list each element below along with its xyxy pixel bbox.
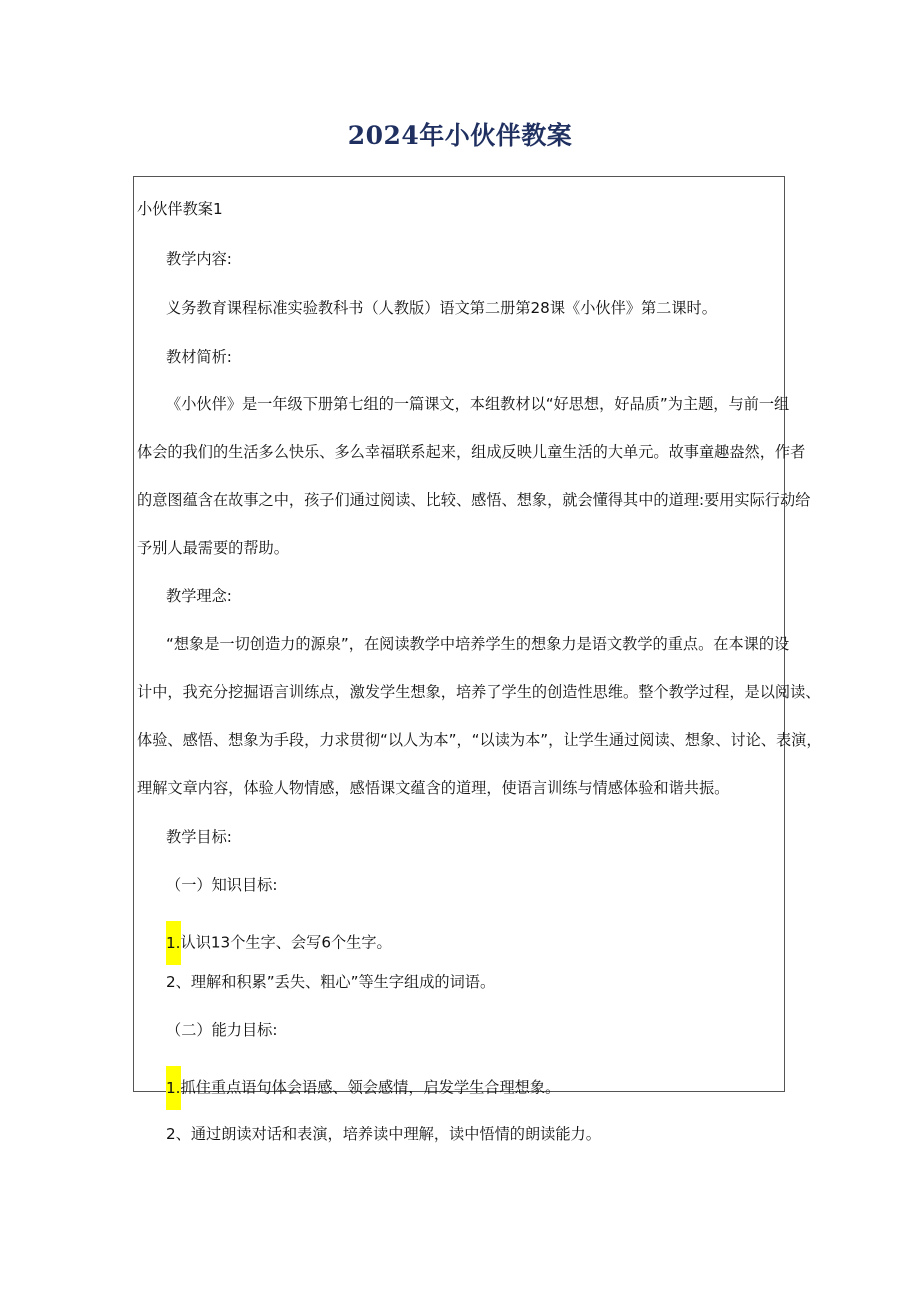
- ability-goal-item: 2、通过朗读对话和表演，培养读中理解，读中悟情的朗读能力。: [166, 1125, 601, 1143]
- teaching-philosophy-heading: 教学理念:: [166, 587, 232, 605]
- teaching-content-text: 义务教育课程标准实验教科书（人教版）语文第二册第28课《小伙伴》第二课时。: [166, 299, 717, 317]
- ability-goal-text: 抓住重点语句体会语感、领会感情，启发学生合理想象。: [180, 1078, 561, 1097]
- ability-goal-item: [166, 1066, 560, 1110]
- knowledge-goal-text: 认识13个生字、会写6个生字。: [180, 933, 392, 952]
- material-analysis-heading: 教材简析:: [166, 348, 232, 366]
- knowledge-goal-item: [166, 921, 392, 965]
- section-heading: 小伙伴教案1: [137, 200, 223, 218]
- ability-goals-heading: （二）能力目标:: [166, 1021, 278, 1039]
- teaching-content-heading: 教学内容:: [166, 250, 232, 268]
- teaching-philosophy-line: “想象是一切创造力的源泉”，在阅读教学中培养学生的想象力是语文教学的重点。在本课的设: [166, 635, 790, 653]
- page-title: 2024年小伙伴教案: [347, 121, 573, 150]
- material-analysis-line: 体会的我们的生活多么快乐、多么幸福联系起来，组成反映儿童生活的大单元。故事童趣盎然，作者: [137, 443, 806, 461]
- teaching-philosophy-line: 体验、感悟、想象为手段，力求贯彻“以人为本”，“以读为本”，让学生通过阅读、想象、讨论、表演，: [137, 731, 822, 749]
- highlighted-list-number: 1.: [166, 921, 181, 965]
- material-analysis-line: 《小伙伴》是一年级下册第七组的一篇课文，本组教材以“好思想，好品质”为主题，与前一组: [166, 395, 790, 413]
- teaching-philosophy-line: 理解文章内容，体验人物情感，感悟课文蕴含的道理，使语言训练与情感体验和谐共振。: [137, 779, 730, 797]
- highlighted-list-number: 1.: [166, 1066, 181, 1110]
- teaching-philosophy-line: 计中，我充分挖掘语言训练点，激发学生想象，培养了学生的创造性思维。整个教学过程，是以阅读、: [137, 683, 821, 701]
- material-analysis-line: 的意图蕴含在故事之中，孩子们通过阅读、比较、感悟、想象，就会懂得其中的道理:要用实际行动给: [137, 491, 811, 509]
- knowledge-goal-item: 2、理解和积累”丢失、粗心”等生字组成的词语。: [166, 973, 496, 991]
- teaching-goals-heading: 教学目标:: [166, 828, 232, 846]
- material-analysis-line: 予别人最需要的帮助。: [137, 539, 289, 557]
- knowledge-goals-heading: （一）知识目标:: [166, 876, 278, 894]
